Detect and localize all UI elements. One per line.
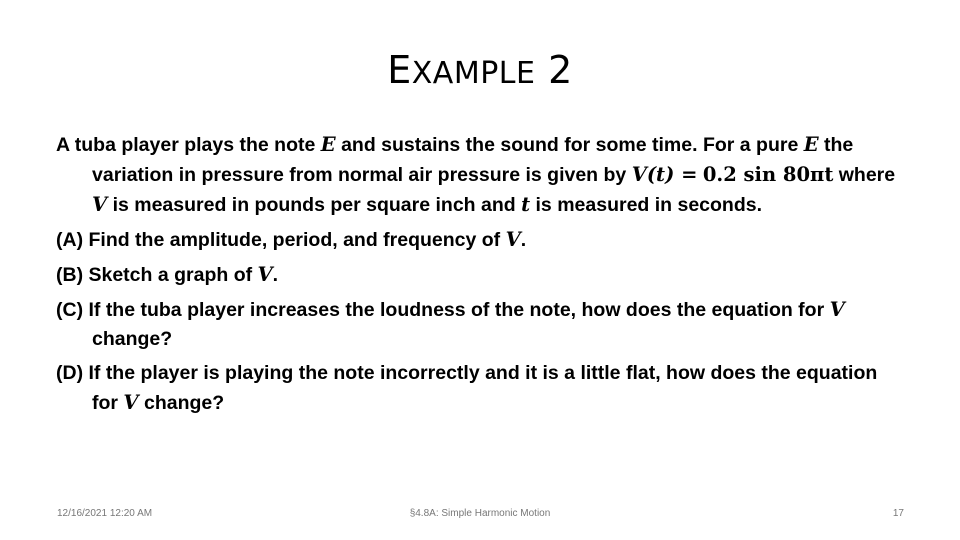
- problem-statement: [56, 130, 906, 220]
- question-d: [56, 359, 906, 418]
- problem-text-5: is measured in pounds per square inch and: [112, 194, 516, 216]
- question-b: [56, 260, 906, 290]
- var-E-1: E: [320, 133, 336, 156]
- question-d-text: (D) If the player is playing the note incorrectly and it is a little flat, how does the equation for: [56, 362, 878, 414]
- slide-content: [56, 130, 906, 423]
- problem-text-4: where: [838, 164, 896, 186]
- title-first-letter: E: [387, 48, 412, 92]
- var-t: t: [521, 193, 531, 216]
- question-a-end: .: [520, 229, 527, 251]
- footer-date: 12/16/2021 12:20 AM: [57, 508, 153, 519]
- problem-text-6: is measured in seconds.: [535, 194, 763, 216]
- title-rest: XAMPLE: [411, 56, 536, 91]
- question-a-var: V: [505, 228, 521, 251]
- question-c-end: change?: [92, 328, 173, 350]
- footer-title: §4.8A: Simple Harmonic Motion: [409, 508, 551, 519]
- var-E-2: E: [803, 133, 819, 156]
- question-c: [56, 295, 906, 354]
- question-a: [56, 225, 906, 255]
- problem-text-1: A tuba player plays the note: [56, 134, 316, 156]
- problem-text-2: and sustains the sound for some time. For a pure: [341, 134, 799, 156]
- question-d-end: change?: [143, 392, 225, 414]
- slide-title: [0, 48, 960, 92]
- question-c-var: V: [829, 298, 845, 321]
- var-Vt: V(t) =: [631, 163, 698, 186]
- var-V: V: [92, 193, 108, 216]
- footer-page-number: 17: [892, 508, 904, 519]
- question-d-var: V: [123, 391, 139, 414]
- problem-text-3: the variation in pressure from normal air pressure is given by: [92, 134, 854, 186]
- question-c-text: (C) If the tuba player increases the loudness of the note, how does the equation for: [56, 299, 825, 321]
- question-a-text: (A) Find the amplitude, period, and frequency of: [56, 229, 501, 251]
- question-b-end: .: [272, 264, 279, 286]
- title-number: 2: [548, 48, 573, 92]
- question-b-var: V: [257, 263, 273, 286]
- equation: 0.2 sin 80πt: [702, 163, 834, 186]
- question-b-text: (B) Sketch a graph of: [56, 264, 253, 286]
